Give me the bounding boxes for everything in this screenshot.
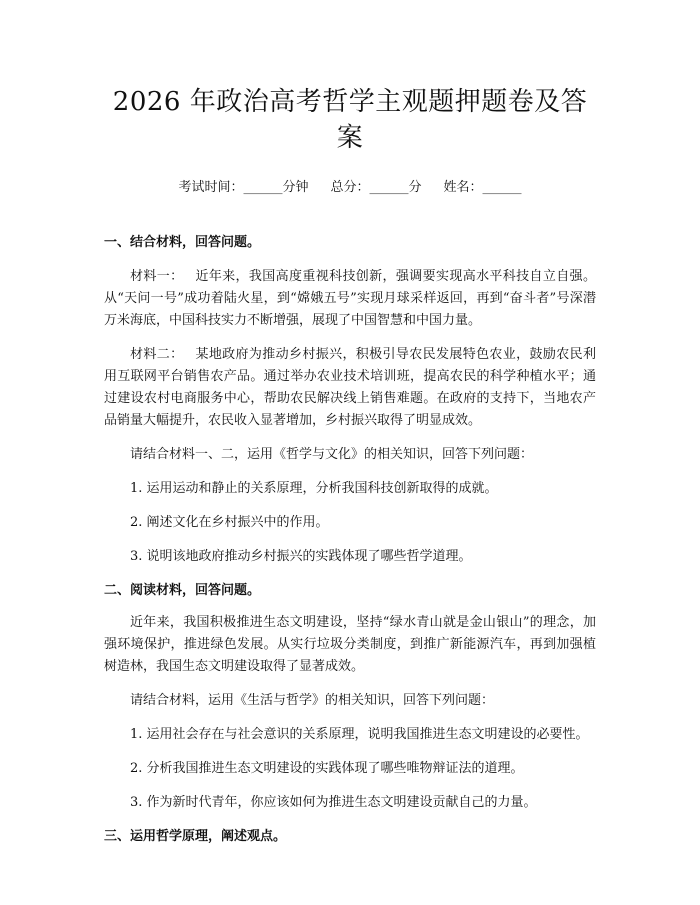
section-1-heading: 一、结合材料，回答问题。: [104, 235, 261, 250]
exam-meta: [104, 178, 596, 198]
section-2-material: 近年来，我国积极推进生态文明建设，坚持“绿水青山就是金山银山”的理念，加强环境保护，推进绿色发展。从实行垃圾分类制度，到推广新能源汽车，再到加强植树造林，我国生态文明建设取得了显著成效。: [104, 615, 596, 674]
section-2-prompt: 请结合材料，运用《生活与哲学》的相关知识，回答下列问题：: [130, 693, 495, 708]
page-title: 2026 年政治高考哲学主观题押题卷及答案: [112, 87, 588, 153]
section-1-material-1: [104, 266, 596, 332]
section-2-heading: 二、阅读材料，回答问题。: [104, 583, 261, 598]
student-name-field: 姓名：______: [443, 180, 522, 195]
section-2-question-1: 1. 运用社会存在与社会意识的关系原理，说明我国推进生态文明建设的必要性。: [130, 727, 589, 742]
section-1-question-3: 3. 说明该地政府推动乡村振兴的实践体现了哪些哲学道理。: [130, 549, 472, 564]
exam-time-field: 考试时间：______分钟: [178, 180, 309, 195]
section-1-material-2: [104, 344, 596, 432]
material-1-tag: 材料一：: [130, 269, 184, 284]
total-score-field: 总分：______分: [330, 180, 422, 195]
section-2-question-2: 2. 分析我国推进生态文明建设的实践体现了哪些唯物辩证法的道理。: [130, 761, 524, 776]
section-1-question-2: 2. 阐述文化在乡村振兴中的作用。: [130, 515, 329, 530]
material-1-text: 近年来，我国高度重视科技创新，强调要实现高水平科技自立自强。从“天问一号”成功着陆火星，到“嫦娥五号”实现月球采样返回，再到“奋斗者”号深潜万米海底，中国科技实力不断增强，展现了中国智慧和中国力量。: [104, 269, 596, 328]
material-2-tag: 材料二：: [130, 347, 184, 362]
section-2-question-3: 3. 作为新时代青年，你应该如何为推进生态文明建设贡献自己的力量。: [130, 795, 537, 810]
section-1-prompt: 请结合材料一、二，运用《哲学与文化》的相关知识，回答下列问题：: [130, 447, 534, 462]
section-3-heading: 三、运用哲学原理，阐述观点。: [104, 829, 287, 844]
section-1-question-1: 1. 运用运动和静止的关系原理，分析我国科技创新取得的成就。: [130, 481, 498, 496]
material-2-text: 某地政府为推动乡村振兴，积极引导农民发展特色农业，鼓励农民利用互联网平台销售农产品。通过举办农业技术培训班，提高农民的科学种植水平；通过建设农村电商服务中心，帮助农民解决线上销售难题。在政府的支持下，当地农产品销量大幅提升，农民收入显著增加，乡村振兴取得了明显成效。: [104, 347, 596, 428]
